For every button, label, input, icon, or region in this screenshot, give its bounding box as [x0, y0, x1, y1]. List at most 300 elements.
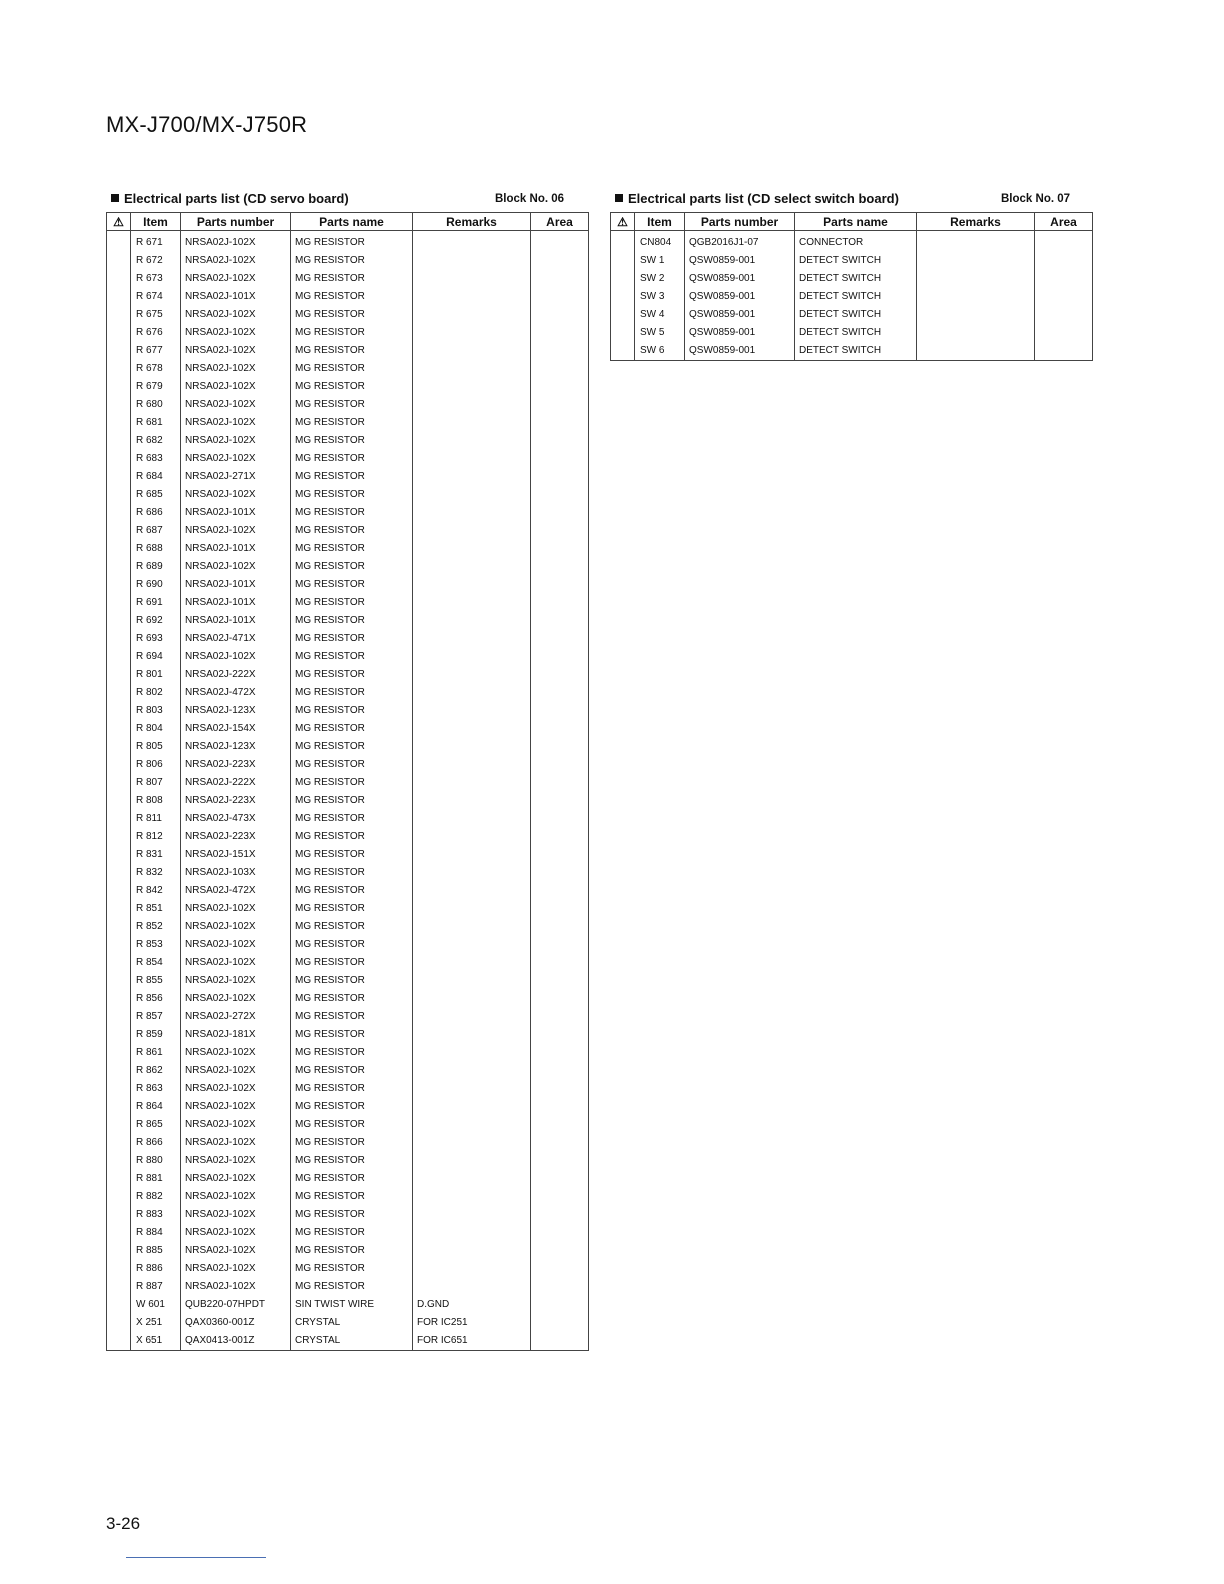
remarks-cell [413, 504, 531, 522]
table-row [107, 720, 589, 738]
parts-name-cell: MG RESISTOR [291, 576, 413, 594]
item-cell: SW 5 [635, 324, 685, 342]
parts-name-cell: MG RESISTOR [291, 432, 413, 450]
parts-name-cell: MG RESISTOR [291, 594, 413, 612]
remarks-cell [413, 1206, 531, 1224]
item-cell: R 687 [131, 522, 181, 540]
parts-number-cell: NRSA02J-101X [181, 288, 291, 306]
item-cell: R 865 [131, 1116, 181, 1134]
parts-name-cell: CRYSTAL [291, 1314, 413, 1332]
table-row [611, 342, 1093, 361]
caution-cell [107, 594, 131, 612]
item-cell: SW 3 [635, 288, 685, 306]
item-cell: R 811 [131, 810, 181, 828]
parts-number-cell: NRSA02J-102X [181, 1080, 291, 1098]
item-cell: R 686 [131, 504, 181, 522]
table-row [107, 576, 589, 594]
parts-name-cell: MG RESISTOR [291, 1224, 413, 1242]
item-cell: R 887 [131, 1278, 181, 1296]
parts-number-cell: QSW0859-001 [685, 306, 795, 324]
caution-cell [107, 558, 131, 576]
remarks-cell [413, 1062, 531, 1080]
item-cell: R 866 [131, 1134, 181, 1152]
parts-number-cell: NRSA02J-101X [181, 612, 291, 630]
parts-name-cell: MG RESISTOR [291, 396, 413, 414]
caution-icon: ⚠ [611, 213, 635, 231]
parts-name-cell: MG RESISTOR [291, 1152, 413, 1170]
caution-cell [107, 972, 131, 990]
parts-name-cell: MG RESISTOR [291, 306, 413, 324]
parts-name-cell: MG RESISTOR [291, 450, 413, 468]
item-cell: R 801 [131, 666, 181, 684]
area-cell [531, 231, 589, 253]
area-cell [531, 342, 589, 360]
area-cell [531, 720, 589, 738]
caution-cell [107, 1188, 131, 1206]
table-row [107, 1008, 589, 1026]
area-cell [531, 1224, 589, 1242]
table-row [107, 1170, 589, 1188]
parts-number-cell: NRSA02J-101X [181, 594, 291, 612]
cd-select-switch-parts-table [610, 212, 1093, 361]
parts-number-cell: NRSA02J-102X [181, 231, 291, 253]
remarks-cell [917, 231, 1035, 253]
area-cell [1035, 288, 1093, 306]
item-cell: R 688 [131, 540, 181, 558]
parts-number-cell: NRSA02J-102X [181, 270, 291, 288]
table-row [107, 324, 589, 342]
parts-name-cell: MG RESISTOR [291, 990, 413, 1008]
item-cell: SW 1 [635, 252, 685, 270]
area-cell [531, 972, 589, 990]
item-cell: R 862 [131, 1062, 181, 1080]
area-cell [531, 882, 589, 900]
parts-name-cell: MG RESISTOR [291, 1080, 413, 1098]
remarks-cell [413, 288, 531, 306]
table-row [107, 306, 589, 324]
remarks-cell [413, 360, 531, 378]
remarks-cell [413, 990, 531, 1008]
remarks-cell [413, 342, 531, 360]
table-row [107, 1062, 589, 1080]
parts-name-cell: DETECT SWITCH [795, 324, 917, 342]
page-number: 3-26 [106, 1514, 141, 1533]
area-cell [531, 810, 589, 828]
area-cell [531, 252, 589, 270]
remarks-cell [413, 1224, 531, 1242]
parts-number-cell: NRSA02J-102X [181, 648, 291, 666]
area-cell [531, 1242, 589, 1260]
caution-cell [107, 231, 131, 253]
caution-cell [611, 270, 635, 288]
caution-cell [107, 918, 131, 936]
parts-number-cell: NRSA02J-102X [181, 1224, 291, 1242]
parts-name-cell: MG RESISTOR [291, 666, 413, 684]
parts-number-cell: NRSA02J-102X [181, 360, 291, 378]
item-cell: CN804 [635, 231, 685, 253]
area-cell [531, 306, 589, 324]
table-row [107, 1188, 589, 1206]
parts-name-cell: MG RESISTOR [291, 414, 413, 432]
caution-cell [107, 756, 131, 774]
parts-name-cell: MG RESISTOR [291, 684, 413, 702]
parts-number-cell: NRSA02J-101X [181, 576, 291, 594]
item-cell: R 853 [131, 936, 181, 954]
table-row [107, 702, 589, 720]
item-cell: R 682 [131, 432, 181, 450]
area-cell [531, 360, 589, 378]
area-cell [531, 1044, 589, 1062]
remarks-cell [413, 1116, 531, 1134]
parts-name-cell: MG RESISTOR [291, 954, 413, 972]
parts-number-cell: NRSA02J-102X [181, 1044, 291, 1062]
parts-number-cell: NRSA02J-154X [181, 720, 291, 738]
bullet-square-icon [111, 194, 119, 202]
parts-number-cell: NRSA02J-102X [181, 1206, 291, 1224]
caution-cell [107, 828, 131, 846]
item-cell: R 684 [131, 468, 181, 486]
remarks-cell [413, 1170, 531, 1188]
item-cell: R 859 [131, 1026, 181, 1044]
table-row [107, 1080, 589, 1098]
column-header-parts-number: Parts number [685, 213, 795, 231]
area-cell [1035, 270, 1093, 288]
caution-cell [107, 1314, 131, 1332]
remarks-cell [413, 306, 531, 324]
remarks-cell [413, 1044, 531, 1062]
table-row [107, 846, 589, 864]
caution-cell [611, 288, 635, 306]
column-header-area: Area [531, 213, 589, 231]
caution-cell [107, 684, 131, 702]
remarks-cell [413, 1008, 531, 1026]
item-cell: R 812 [131, 828, 181, 846]
table-row [107, 414, 589, 432]
item-cell: R 854 [131, 954, 181, 972]
item-cell: R 856 [131, 990, 181, 1008]
parts-number-cell: NRSA02J-102X [181, 1098, 291, 1116]
table-row [107, 792, 589, 810]
area-cell [531, 630, 589, 648]
remarks-cell [413, 666, 531, 684]
area-cell [531, 378, 589, 396]
parts-name-cell: MG RESISTOR [291, 828, 413, 846]
item-cell: R 804 [131, 720, 181, 738]
remarks-cell [413, 1188, 531, 1206]
caution-cell [107, 702, 131, 720]
remarks-cell [413, 1026, 531, 1044]
remarks-cell [413, 1278, 531, 1296]
parts-name-cell: MG RESISTOR [291, 720, 413, 738]
parts-name-cell: MG RESISTOR [291, 702, 413, 720]
table-row [107, 1026, 589, 1044]
item-cell: R 803 [131, 702, 181, 720]
area-cell [531, 1152, 589, 1170]
table-row [611, 252, 1093, 270]
area-cell [531, 540, 589, 558]
table-row [107, 864, 589, 882]
parts-number-cell: NRSA02J-102X [181, 252, 291, 270]
parts-number-cell: NRSA02J-102X [181, 342, 291, 360]
remarks-cell [917, 270, 1035, 288]
item-cell: R 884 [131, 1224, 181, 1242]
caution-cell [107, 1080, 131, 1098]
parts-number-cell: NRSA02J-102X [181, 1260, 291, 1278]
item-cell: R 694 [131, 648, 181, 666]
table-row [107, 1332, 589, 1351]
caution-icon: ⚠ [107, 213, 131, 231]
parts-name-cell: MG RESISTOR [291, 1116, 413, 1134]
caution-cell [107, 1242, 131, 1260]
area-cell [531, 414, 589, 432]
table-row [107, 396, 589, 414]
caution-cell [107, 576, 131, 594]
table-row [107, 954, 589, 972]
table-row [107, 1116, 589, 1134]
table-row [107, 1314, 589, 1332]
item-cell: R 857 [131, 1008, 181, 1026]
parts-name-cell: MG RESISTOR [291, 1044, 413, 1062]
remarks-cell [413, 1152, 531, 1170]
table-row [107, 738, 589, 756]
caution-cell [107, 1044, 131, 1062]
item-cell: R 693 [131, 630, 181, 648]
table-row [107, 558, 589, 576]
parts-number-cell: NRSA02J-102X [181, 1278, 291, 1296]
parts-number-cell: NRSA02J-473X [181, 810, 291, 828]
parts-number-cell: QSW0859-001 [685, 288, 795, 306]
area-cell [531, 864, 589, 882]
caution-cell [107, 1098, 131, 1116]
parts-number-cell: NRSA02J-181X [181, 1026, 291, 1044]
parts-name-cell: DETECT SWITCH [795, 342, 917, 361]
area-cell [531, 612, 589, 630]
item-cell: SW 2 [635, 270, 685, 288]
parts-name-cell: DETECT SWITCH [795, 288, 917, 306]
item-cell: R 681 [131, 414, 181, 432]
parts-name-cell: MG RESISTOR [291, 360, 413, 378]
area-cell [1035, 324, 1093, 342]
area-cell [531, 1332, 589, 1351]
parts-name-cell: MG RESISTOR [291, 540, 413, 558]
caution-cell [107, 378, 131, 396]
caution-cell [107, 936, 131, 954]
parts-name-cell: MG RESISTOR [291, 324, 413, 342]
area-cell [1035, 231, 1093, 253]
parts-name-cell: MG RESISTOR [291, 1206, 413, 1224]
table-row [107, 1098, 589, 1116]
parts-name-cell: MG RESISTOR [291, 882, 413, 900]
table-row [107, 1260, 589, 1278]
remarks-cell [413, 414, 531, 432]
parts-name-cell: MG RESISTOR [291, 864, 413, 882]
left-section-title [111, 191, 349, 206]
area-cell [531, 504, 589, 522]
remarks-cell [413, 864, 531, 882]
parts-number-cell: NRSA02J-102X [181, 1152, 291, 1170]
parts-number-cell: QSW0859-001 [685, 252, 795, 270]
item-cell: R 861 [131, 1044, 181, 1062]
parts-number-cell: NRSA02J-102X [181, 522, 291, 540]
item-cell: R 679 [131, 378, 181, 396]
table-row [107, 1152, 589, 1170]
parts-number-cell: NRSA02J-223X [181, 756, 291, 774]
area-cell [531, 1026, 589, 1044]
parts-name-cell: MG RESISTOR [291, 1242, 413, 1260]
caution-cell [107, 360, 131, 378]
column-header-area: Area [1035, 213, 1093, 231]
item-cell: R 680 [131, 396, 181, 414]
remarks-cell [413, 1134, 531, 1152]
caution-cell [107, 1170, 131, 1188]
remarks-cell: D.GND [413, 1296, 531, 1314]
parts-number-cell: NRSA02J-222X [181, 666, 291, 684]
remarks-cell [413, 846, 531, 864]
item-cell: R 676 [131, 324, 181, 342]
parts-name-cell: MG RESISTOR [291, 1260, 413, 1278]
caution-cell [611, 342, 635, 361]
area-cell [531, 990, 589, 1008]
parts-number-cell: QSW0859-001 [685, 324, 795, 342]
parts-name-cell: MG RESISTOR [291, 1170, 413, 1188]
area-cell [531, 648, 589, 666]
caution-cell [107, 414, 131, 432]
item-cell: R 881 [131, 1170, 181, 1188]
table-row [611, 306, 1093, 324]
area-cell [531, 558, 589, 576]
parts-name-cell: MG RESISTOR [291, 972, 413, 990]
item-cell: R 864 [131, 1098, 181, 1116]
item-cell: R 831 [131, 846, 181, 864]
item-cell: R 689 [131, 558, 181, 576]
parts-number-cell: NRSA02J-271X [181, 468, 291, 486]
area-cell [531, 918, 589, 936]
item-cell: R 674 [131, 288, 181, 306]
area-cell [531, 666, 589, 684]
parts-name-cell: MG RESISTOR [291, 342, 413, 360]
remarks-cell [917, 252, 1035, 270]
caution-cell [107, 1134, 131, 1152]
parts-number-cell: NRSA02J-102X [181, 900, 291, 918]
table-row [107, 648, 589, 666]
parts-number-cell: QSW0859-001 [685, 342, 795, 361]
parts-number-cell: NRSA02J-102X [181, 378, 291, 396]
parts-number-cell: NRSA02J-472X [181, 684, 291, 702]
area-cell [531, 1080, 589, 1098]
table-row [107, 828, 589, 846]
area-cell [531, 1008, 589, 1026]
item-cell: R 690 [131, 576, 181, 594]
caution-cell [107, 522, 131, 540]
table-row [107, 270, 589, 288]
parts-number-cell: NRSA02J-223X [181, 792, 291, 810]
table-row [611, 324, 1093, 342]
parts-name-cell: MG RESISTOR [291, 288, 413, 306]
parts-number-cell: NRSA02J-102X [181, 414, 291, 432]
item-cell: X 651 [131, 1332, 181, 1351]
area-cell [531, 738, 589, 756]
remarks-cell: FOR IC651 [413, 1332, 531, 1351]
parts-name-cell: DETECT SWITCH [795, 252, 917, 270]
area-cell [531, 450, 589, 468]
area-cell [531, 1188, 589, 1206]
remarks-cell [413, 468, 531, 486]
parts-name-cell: CRYSTAL [291, 1332, 413, 1351]
caution-cell [107, 540, 131, 558]
item-cell: R 672 [131, 252, 181, 270]
table-row [107, 612, 589, 630]
caution-cell [107, 252, 131, 270]
table-row [107, 288, 589, 306]
parts-name-cell: MG RESISTOR [291, 1026, 413, 1044]
parts-number-cell: NRSA02J-272X [181, 1008, 291, 1026]
area-cell [531, 594, 589, 612]
table-row [107, 972, 589, 990]
remarks-cell [413, 774, 531, 792]
item-cell: R 806 [131, 756, 181, 774]
table-row [107, 990, 589, 1008]
remarks-cell [413, 396, 531, 414]
parts-number-cell: NRSA02J-102X [181, 432, 291, 450]
parts-number-cell: NRSA02J-123X [181, 738, 291, 756]
parts-name-cell: MG RESISTOR [291, 1008, 413, 1026]
area-cell [531, 702, 589, 720]
area-cell [1035, 342, 1093, 361]
item-cell: R 692 [131, 612, 181, 630]
parts-name-cell: CONNECTOR [795, 231, 917, 253]
area-cell [531, 684, 589, 702]
remarks-cell [413, 270, 531, 288]
item-cell: R 805 [131, 738, 181, 756]
left-section-title-text: Electrical parts list (CD servo board) [124, 191, 349, 206]
table-row [107, 756, 589, 774]
caution-cell [107, 270, 131, 288]
table-row [107, 900, 589, 918]
caution-cell [107, 900, 131, 918]
caution-cell [107, 288, 131, 306]
parts-name-cell: MG RESISTOR [291, 900, 413, 918]
caution-cell [107, 810, 131, 828]
table-row [107, 378, 589, 396]
area-cell [531, 576, 589, 594]
table-row [107, 882, 589, 900]
item-cell: R 675 [131, 306, 181, 324]
remarks-cell [413, 576, 531, 594]
parts-number-cell: QSW0859-001 [685, 270, 795, 288]
parts-name-cell: MG RESISTOR [291, 1098, 413, 1116]
item-cell: X 251 [131, 1314, 181, 1332]
area-cell [531, 954, 589, 972]
remarks-cell [413, 648, 531, 666]
caution-cell [107, 648, 131, 666]
table-header-row [611, 213, 1093, 231]
parts-name-cell: MG RESISTOR [291, 1134, 413, 1152]
remarks-cell [413, 738, 531, 756]
caution-cell [107, 342, 131, 360]
caution-cell [107, 864, 131, 882]
area-cell [531, 432, 589, 450]
column-header-item: Item [131, 213, 181, 231]
caution-cell [107, 486, 131, 504]
caution-cell [107, 1062, 131, 1080]
parts-number-cell: QGB2016J1-07 [685, 231, 795, 253]
remarks-cell [413, 630, 531, 648]
parts-number-cell: NRSA02J-102X [181, 990, 291, 1008]
remarks-cell [413, 702, 531, 720]
table-header-row [107, 213, 589, 231]
area-cell [1035, 252, 1093, 270]
remarks-cell: FOR IC251 [413, 1314, 531, 1332]
